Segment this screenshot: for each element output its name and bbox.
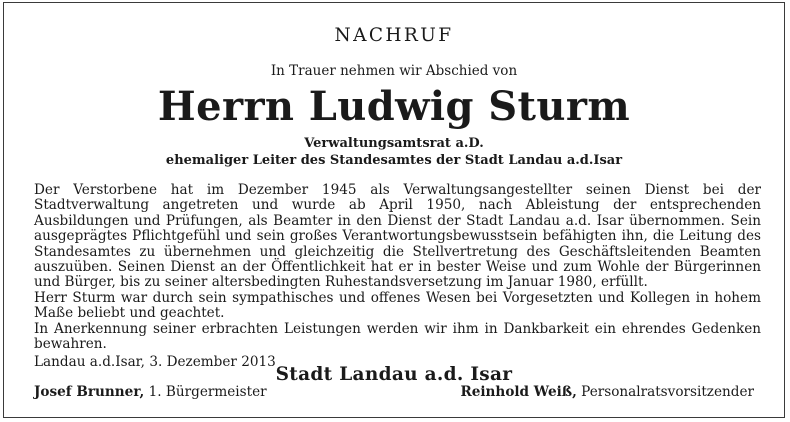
intro-line: In Trauer nehmen wir Abschied von	[270, 63, 518, 79]
notice-body	[34, 183, 761, 371]
body-paragraph-career: Der Verstorbene hat im Dezember 1945 als Verwaltungsangestellter seinen Dienst bei der Stadtverwaltung angetreten und wurde ab April 1950, nach Ableistung der entsprechenden Ausbildungen und Prüfungen, als Beamter in den Dienst der Stadt Landau a.d. Isar übernommen. Sein ausgeprägtes Pflichtgefühl und sein großes Verantwortungsbewusstsein befähigten ihn, die Leitung des Standesamtes zu übernehmen und gleichzeitig die Stellvertretung des Geschäftsleitenden Beamten auszuüben. Seinen Dienst an der Öffentlichkeit hat er in bester Weise und zum Wohle der Bürgerinnen und Bürger, bis zu seiner altersbedingten Ruhestandsversetzung im Januar 1980, erfüllt.	[34, 182, 761, 291]
signatory-staff-council	[460, 384, 754, 400]
sender-name: Stadt Landau a.d. Isar	[275, 364, 513, 385]
signatory-staff-council-name: Reinhold Weiß,	[460, 384, 577, 400]
deceased-position: ehemaliger Leiter des Standesamtes der Stadt Landau a.d.Isar	[165, 153, 623, 168]
notice-heading: NACHRUF	[334, 25, 454, 46]
signatory-mayor-role: 1. Bürgermeister	[148, 384, 267, 400]
deceased-name: Herrn Ludwig Sturm	[157, 83, 631, 130]
place-date: Landau a.d.Isar, 3. Dezember 2013	[34, 354, 276, 371]
deceased-rank: Verwaltungsamtsrat a.D.	[304, 136, 484, 151]
signatory-staff-council-role: Personalratsvorsitzender	[581, 384, 754, 400]
obituary-notice	[3, 2, 785, 418]
body-paragraph-character: Herr Sturm war durch sein sympathisches und offenes Wesen bei Vorgesetzten und Kollegen in hohem Maße beliebt und geachtet.	[34, 289, 761, 322]
signatory-mayor-name: Josef Brunner,	[34, 384, 145, 400]
signatory-mayor	[34, 384, 267, 400]
body-paragraph-gratitude: In Anerkennung seiner erbrachten Leistungen werden wir ihm in Dankbarkeit ein ehrendes Gedenken bewahren.	[34, 320, 761, 353]
